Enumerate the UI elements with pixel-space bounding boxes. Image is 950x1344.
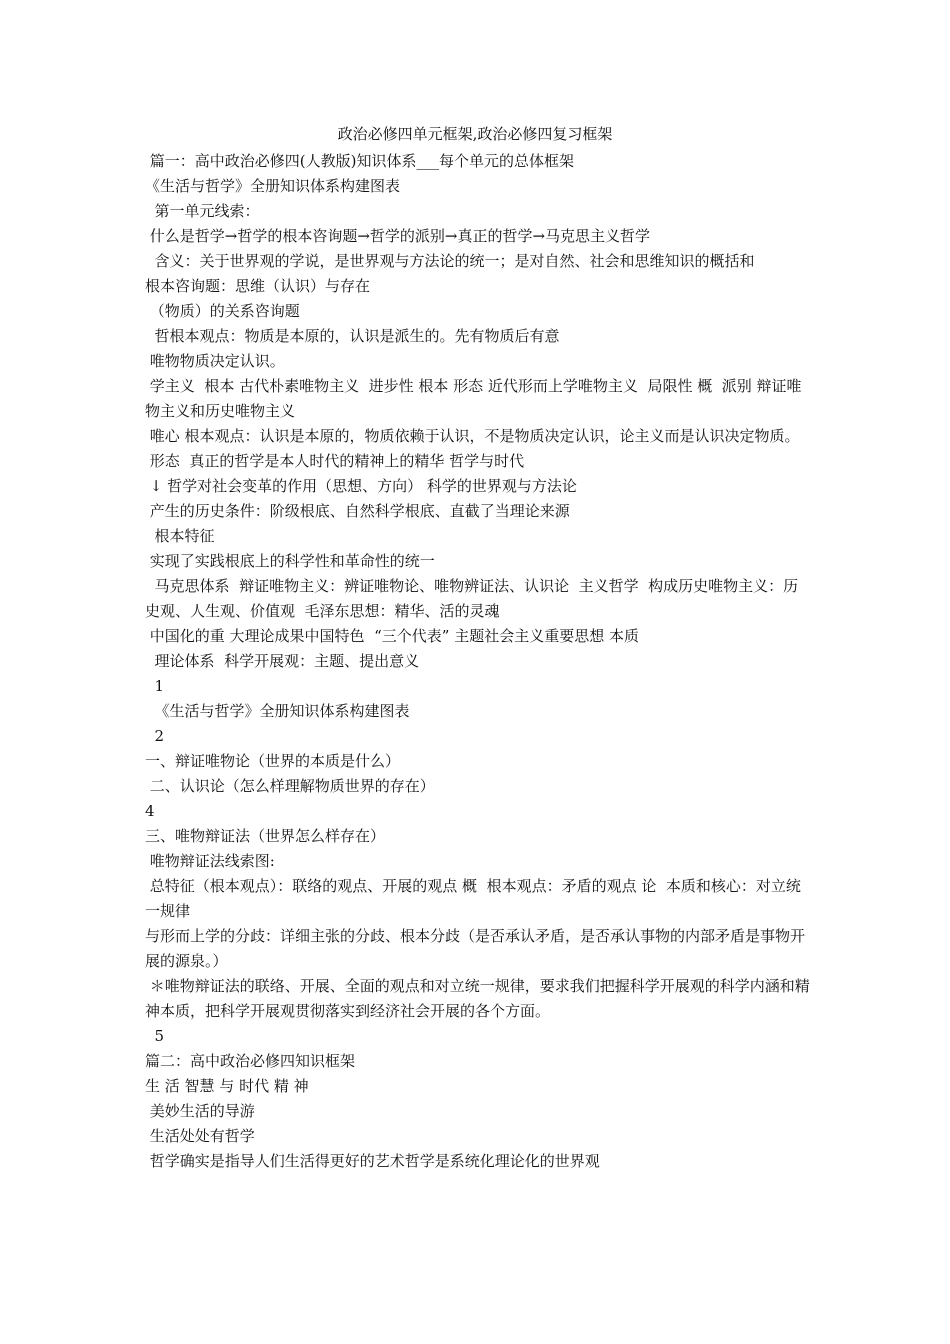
section-heading: 三、唯物辩证法（世界怎么样存在）	[145, 827, 386, 845]
text-line: 马克思体系 辩证唯物主义：辨证唯物论、唯物辨证法、认识论 主义哲学 构成历史唯物主义：历史观、人生观、价值观 毛泽东思想：精华、活的灵魂	[145, 577, 799, 620]
text-line: ＊唯物辩证法的联络、开展、全面的观点和对立统一规律，要求我们把握科学开展观的科学内涵和精神本质，把科学开展观贯彻落实到经济社会开展的各个方面。	[145, 977, 810, 1020]
text-line: 根本咨询题：思维（认识）与存在	[145, 277, 371, 295]
text-line: 中国化的重 大理论成果中国特色 “三个代表” 主题社会主义重要思想 本质	[145, 627, 639, 645]
text-line: 生活处处有哲学	[145, 1127, 255, 1145]
text-line: 学主义 根本 古代朴素唯物主义 进步性 根本 形态 近代形而上学唯物主义 局限性 概 派别 辩证唯物主义和历史唯物主义	[145, 377, 802, 420]
page-number: 5	[145, 1027, 165, 1045]
text-line: 形态 真正的哲学是本人时代的精神上的精华 哲学与时代	[145, 452, 525, 470]
section-heading: 二、认识论（怎么样理解物质世界的存在）	[145, 777, 435, 795]
text-line: 含义：关于世界观的学说，是世界观与方法论的统一；是对自然、社会和思维知识的概括和	[145, 252, 755, 270]
text-line: 根本特征	[145, 527, 215, 545]
text-line: 总特征（根本观点）：联络的观点、开展的观点 概 根本观点：矛盾的观点 论 本质和核心：对立统一规律	[145, 877, 801, 920]
text-line: 唯心 根本观点：认识是本原的，物质依赖于认识，不是物质决定认识，论主义而是认识决定物质。	[145, 427, 800, 445]
text-line: ↓ 哲学对社会变革的作用（思想、方向） 科学的世界观与方法论	[145, 477, 577, 495]
document-body	[145, 149, 813, 1174]
page-number: 1	[145, 677, 165, 695]
text-line: 与形而上学的分歧：详细主张的分歧、根本分歧（是否承认矛盾，是否承认事物的内部矛盾是事物开展的源泉。）	[145, 927, 806, 970]
text-line: （物质）的关系咨询题	[145, 302, 300, 320]
text-line: 唯物辩证法线索图:	[145, 852, 275, 870]
section-heading: 一、辩证唯物论（世界的本质是什么）	[145, 752, 401, 770]
text-line: 实现了实践根底上的科学性和革命性的统一	[145, 552, 435, 570]
text-line: 第一单元线索：	[145, 202, 260, 220]
text-line: 生 活 智慧 与 时代 精 神	[145, 1077, 309, 1095]
document-title: 政治必修四单元框架,政治必修四复习框架	[337, 125, 613, 143]
text-line: 唯物物质决定认识。	[145, 352, 285, 370]
text-line: 篇一：高中政治必修四(人教版)知识体系___每个单元的总体框架	[145, 152, 574, 170]
page-number: 4	[145, 802, 155, 820]
text-line: 《生活与哲学》全册知识体系构建图表	[145, 702, 410, 720]
text-line: 哲根本观点：物质是本原的，认识是派生的。先有物质后有意	[145, 327, 560, 345]
text-line: 产生的历史条件：阶级根底、自然科学根底、直截了当理论来源	[145, 502, 570, 520]
text-line: 什么是哲学→哲学的根本咨询题→哲学的派别→真正的哲学→马克思主义哲学	[145, 227, 651, 245]
text-line: 理论体系 科学开展观：主题、提出意义	[145, 652, 420, 670]
text-line: 美妙生活的导游	[145, 1102, 255, 1120]
text-line: 《生活与哲学》全册知识体系构建图表	[145, 177, 401, 195]
page-number: 2	[145, 727, 165, 745]
text-line: 哲学确实是指导人们生活得更好的艺术哲学是系统化理论化的世界观	[145, 1152, 600, 1170]
section-heading: 篇二：高中政治必修四知识框架	[145, 1052, 356, 1070]
